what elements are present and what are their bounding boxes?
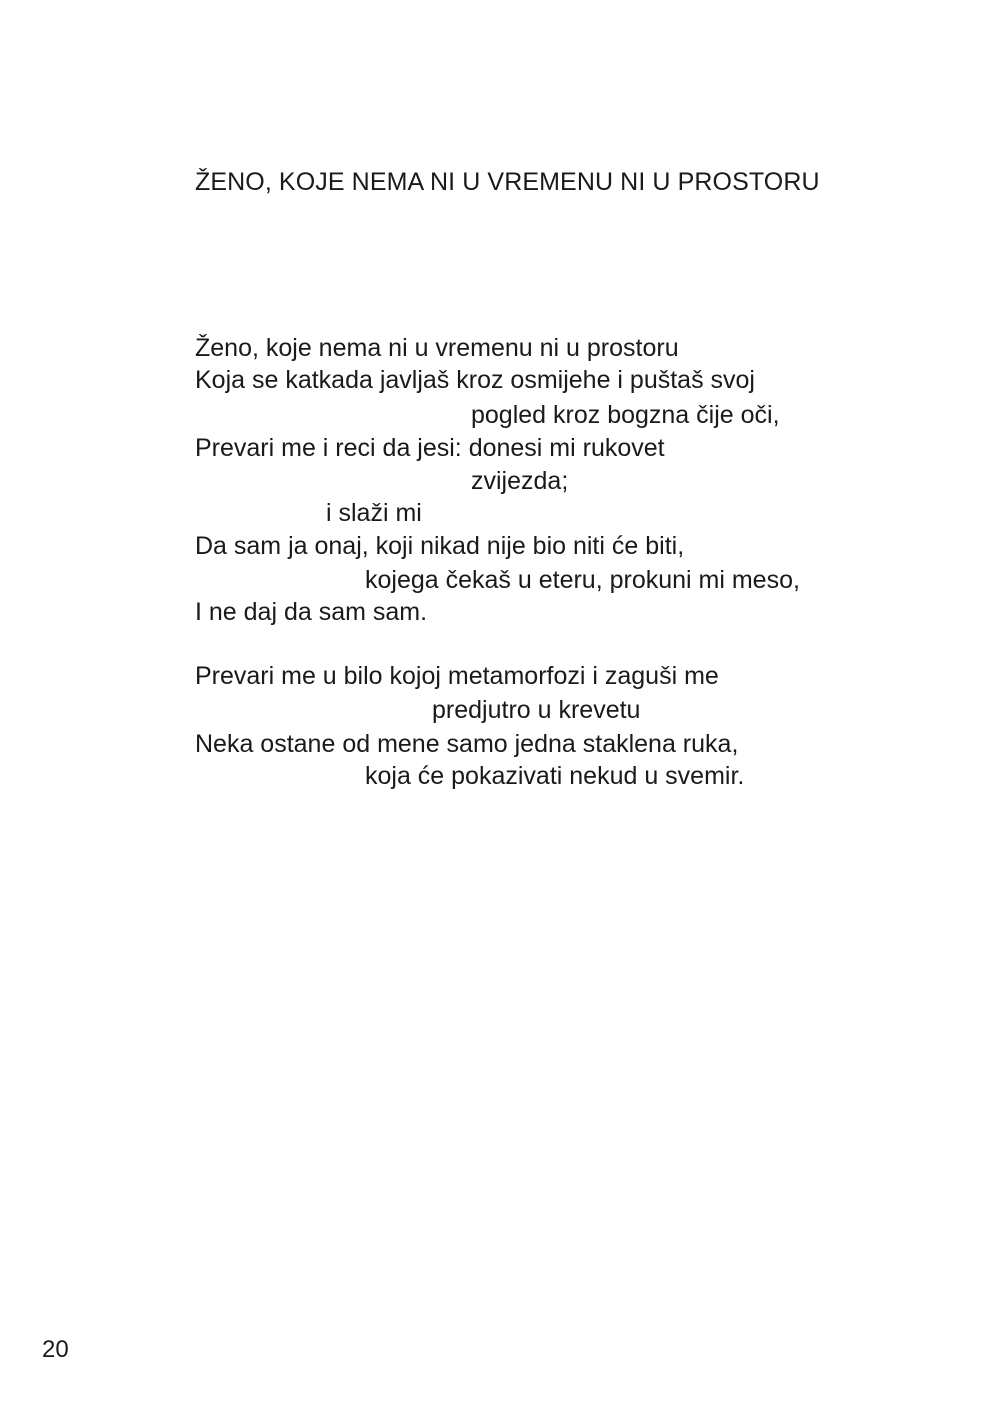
- page-number: 20: [42, 1336, 69, 1363]
- poem-line: i slaži mi: [326, 499, 422, 527]
- poem-line: Prevari me i reci da jesi: donesi mi rukovet: [195, 434, 665, 462]
- poem-line: I ne daj da sam sam.: [195, 598, 428, 626]
- poem-line: Ženo, koje nema ni u vremenu ni u prostoru: [195, 334, 679, 362]
- poem-line: koja će pokazivati nekud u svemir.: [365, 762, 745, 790]
- poem-line: Neka ostane od mene samo jedna staklena ruka,: [195, 730, 739, 758]
- poem-line: Da sam ja onaj, koji nikad nije bio niti će biti,: [195, 532, 685, 560]
- poem-title: ŽENO, KOJE NEMA NI U VREMENU NI U PROSTORU: [195, 168, 820, 196]
- poem-line: pogled kroz bogzna čije oči,: [471, 401, 780, 429]
- poem-line: Koja se katkada javljaš kroz osmijehe i puštaš svoj: [195, 366, 755, 394]
- poem-line: kojega čekaš u eteru, prokuni mi meso,: [365, 566, 800, 594]
- poem-line: zvijezda;: [471, 467, 569, 495]
- poem-line: predjutro u krevetu: [432, 696, 641, 724]
- poem-line: Prevari me u bilo kojoj metamorfozi i zaguši me: [195, 662, 719, 690]
